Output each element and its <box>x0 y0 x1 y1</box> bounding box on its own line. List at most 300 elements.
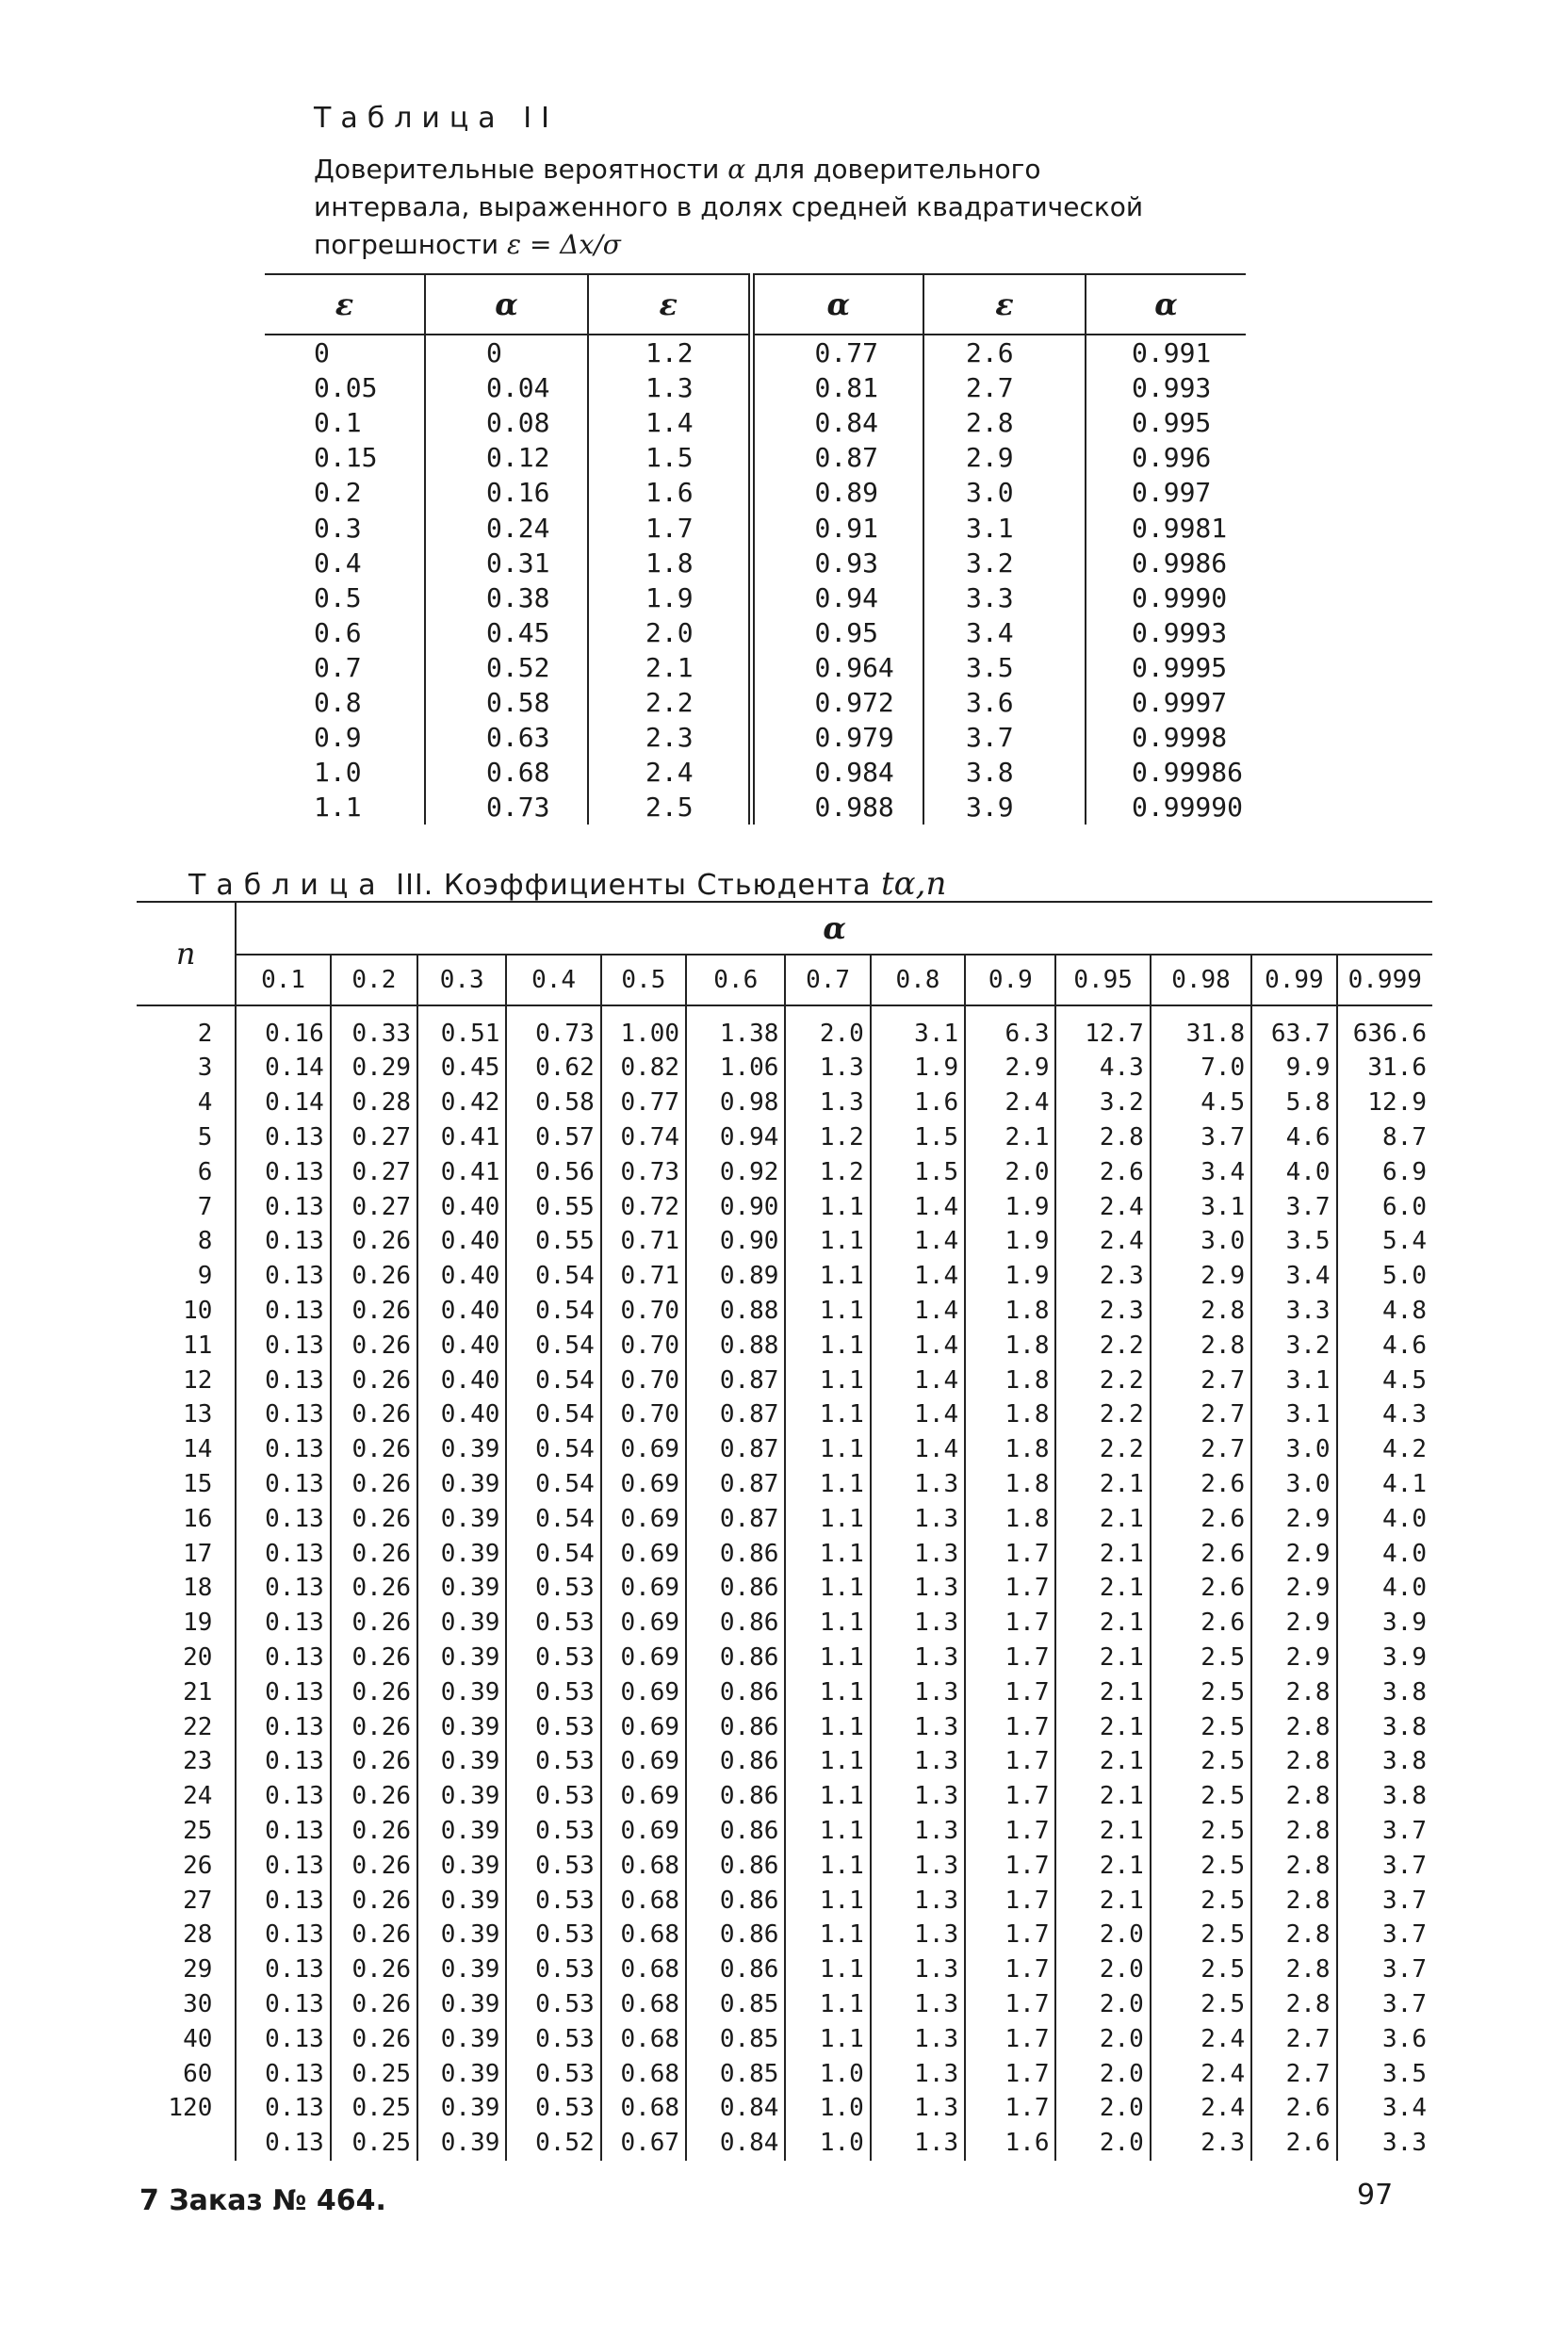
table-cell: 4.5 <box>1151 1086 1251 1120</box>
table-cell: 1.3 <box>588 370 751 405</box>
table-row <box>265 405 1246 440</box>
table-cell: 0.13 <box>236 2021 330 2056</box>
table-header-row <box>265 274 1246 335</box>
n-value-cell: 7 <box>197 1192 213 1221</box>
table-cell: 4.3 <box>1337 1397 1432 1432</box>
table-cell: 0.85 <box>686 2021 785 2056</box>
n-value-cell: 60 <box>183 2059 213 2088</box>
table-cell: 0.26 <box>331 1883 417 1918</box>
table-cell: 1.1 <box>785 2021 870 2056</box>
n-value-cell: 28 <box>183 1920 213 1950</box>
table-cell: 0.40 <box>417 1224 506 1259</box>
table-cell: 3.1 <box>1251 1397 1336 1432</box>
n-value-cell: 2 <box>197 1019 213 1048</box>
table-cell: 1.2 <box>785 1154 870 1189</box>
table-cell: 0.13 <box>236 2126 330 2161</box>
alpha-header: α <box>236 902 1432 955</box>
table-cell: 0.13 <box>236 1328 330 1363</box>
table-cell: 3.6 <box>923 685 1086 720</box>
table-cell: 2.8 <box>1251 1674 1336 1709</box>
table-row <box>137 1154 1432 1189</box>
table-cell: 3.0 <box>923 475 1086 510</box>
table-cell: 1.3 <box>871 1779 965 1814</box>
table-cell: 3.4 <box>1337 2091 1432 2126</box>
table-cell: 3.0 <box>1251 1467 1336 1502</box>
table-cell: 0.53 <box>506 1952 600 1987</box>
table-cell: 0.16 <box>236 1005 330 1051</box>
table-row <box>137 1709 1432 1744</box>
table-cell: 0.9986 <box>1086 546 1246 580</box>
table-cell: 1.7 <box>965 1918 1055 1952</box>
table-cell: 2.7 <box>1151 1397 1251 1432</box>
table-cell: 0 <box>314 337 330 369</box>
table-cell: 0.69 <box>601 1779 686 1814</box>
table-cell: 0.39 <box>417 2126 506 2161</box>
table-cell: 3.2 <box>1055 1086 1150 1120</box>
table-cell: 2.2 <box>1055 1432 1150 1467</box>
table-cell: 0.85 <box>686 2056 785 2091</box>
table-cell: 1.8 <box>965 1294 1055 1329</box>
table-cell: 0.42 <box>417 1086 506 1120</box>
table-cell: 0.94 <box>686 1120 785 1155</box>
table-cell: 0.26 <box>331 1952 417 1987</box>
table-cell: 1.0 <box>785 2056 870 2091</box>
table-cell: 0.984 <box>751 755 923 790</box>
table-cell: 0.13 <box>236 1154 330 1189</box>
table-cell: 2.0 <box>785 1005 870 1051</box>
table-cell: 0.70 <box>601 1397 686 1432</box>
desc-text-3: погрешности <box>314 229 508 260</box>
table-cell: 5.0 <box>1337 1259 1432 1294</box>
table-cell: 0.14 <box>236 1086 330 1120</box>
table-cell: 0.12 <box>425 440 588 475</box>
table-cell: 0.9 <box>314 722 362 754</box>
table-cell: 1.7 <box>965 2091 1055 2126</box>
table-cell: 0.26 <box>331 1848 417 1883</box>
alpha-level-header: 0.7 <box>785 955 870 1005</box>
table-cell: 2.6 <box>1151 1467 1251 1502</box>
table-cell: 0.25 <box>331 2126 417 2161</box>
table-cell: 0.91 <box>751 510 923 545</box>
table-cell: 2.8 <box>923 405 1086 440</box>
table-cell: 1.4 <box>871 1189 965 1224</box>
table-cell: 1.3 <box>871 1744 965 1779</box>
table-cell: 1.7 <box>965 1606 1055 1641</box>
table-cell: 0.33 <box>331 1005 417 1051</box>
table-cell: 0.53 <box>506 1883 600 1918</box>
table-cell: 0.69 <box>601 1467 686 1502</box>
table-cell: 1.3 <box>871 2021 965 2056</box>
table-cell: 6.3 <box>965 1005 1055 1051</box>
n-value-cell: 29 <box>183 1955 213 1984</box>
alpha-level-header: 0.1 <box>236 955 330 1005</box>
table-row <box>265 615 1246 650</box>
table-cell: 2.9 <box>1251 1501 1336 1536</box>
table-cell: 1.4 <box>871 1363 965 1397</box>
table-cell: 2.1 <box>1055 1814 1150 1849</box>
table-cell: 2.5 <box>1151 1987 1251 2022</box>
n-value-cell: 26 <box>183 1851 213 1880</box>
table-row <box>137 1952 1432 1987</box>
table-cell: 0.13 <box>236 1571 330 1606</box>
table-cell: 2.5 <box>1151 1641 1251 1675</box>
table-cell: 0.29 <box>331 1051 417 1086</box>
table-cell: 0.39 <box>417 2056 506 2091</box>
table-cell: 2.1 <box>1055 1744 1150 1779</box>
table-cell: 1.4 <box>588 405 751 440</box>
table-cell: 3.1 <box>871 1005 965 1051</box>
table-cell: 1.9 <box>965 1189 1055 1224</box>
table-cell: 3.7 <box>1151 1120 1251 1155</box>
table-3-caption-word: Таблица <box>188 869 386 902</box>
table-cell: 0.98 <box>686 1086 785 1120</box>
table-cell: 3.2 <box>1251 1328 1336 1363</box>
table-cell: 0.26 <box>331 1606 417 1641</box>
n-value-cell: 11 <box>183 1331 213 1360</box>
table-cell: 2.2 <box>1055 1328 1150 1363</box>
table-cell: 2.6 <box>1151 1606 1251 1641</box>
alpha-level-header: 0.6 <box>686 955 785 1005</box>
table-cell: 0.69 <box>601 1606 686 1641</box>
alpha-level-header: 0.95 <box>1055 955 1150 1005</box>
table-cell: 1.3 <box>785 1051 870 1086</box>
table-cell: 2.1 <box>1055 1674 1150 1709</box>
table-cell: 3.4 <box>923 615 1086 650</box>
table-cell: 1.8 <box>965 1363 1055 1397</box>
table-cell: 0.04 <box>425 370 588 405</box>
table-cell: 1.3 <box>871 1641 965 1675</box>
table-cell: 0.964 <box>751 650 923 685</box>
table-cell: 5.8 <box>1251 1086 1336 1120</box>
table-cell: 1.1 <box>785 1709 870 1744</box>
table-cell: 2.5 <box>1151 1883 1251 1918</box>
table-cell: 0.27 <box>331 1189 417 1224</box>
table-cell: 1.1 <box>785 1848 870 1883</box>
table-cell: 0.88 <box>686 1328 785 1363</box>
alpha-level-header: 0.5 <box>601 955 686 1005</box>
table-cell: 0.39 <box>417 1641 506 1675</box>
table-row <box>137 1536 1432 1571</box>
n-value-cell: 21 <box>183 1677 213 1707</box>
table-cell: 1.5 <box>588 440 751 475</box>
table-cell: 2.4 <box>588 755 751 790</box>
table-cell: 0.27 <box>331 1154 417 1189</box>
table-cell: 1.0 <box>314 757 362 789</box>
n-value-cell: 5 <box>197 1122 213 1152</box>
table-cell: 0.13 <box>236 1536 330 1571</box>
table-cell: 2.1 <box>965 1120 1055 1155</box>
table-row <box>265 790 1246 825</box>
table-cell: 1.3 <box>871 1501 965 1536</box>
table-cell: 3.2 <box>923 546 1086 580</box>
table-cell: 0.13 <box>236 1363 330 1397</box>
table-3-caption-text: III. Коэффициенты Стьюдента <box>385 869 882 902</box>
table-2-caption: Таблица II <box>314 102 559 135</box>
table-cell: 1.0 <box>785 2126 870 2161</box>
table-cell: 3.8 <box>1337 1709 1432 1744</box>
table-cell: 2.0 <box>1055 1987 1150 2022</box>
n-value-cell: 24 <box>183 1782 213 1811</box>
table-cell: 3.1 <box>1251 1363 1336 1397</box>
table-cell: 0.53 <box>506 1848 600 1883</box>
table-cell: 0.53 <box>506 1674 600 1709</box>
table-cell: 1.7 <box>965 1779 1055 1814</box>
table-cell: 0.54 <box>506 1397 600 1432</box>
table-cell: 2.9 <box>1251 1536 1336 1571</box>
table-cell: 1.2 <box>588 335 751 370</box>
table-cell: 1.1 <box>785 1432 870 1467</box>
table-cell: 2.6 <box>1251 2091 1336 2126</box>
table-cell: 2.5 <box>1151 1848 1251 1883</box>
table-cell: 2.0 <box>1055 2126 1150 2161</box>
table-cell: 1.1 <box>785 1397 870 1432</box>
table-cell: 1.3 <box>871 1674 965 1709</box>
table-cell: 0.54 <box>506 1259 600 1294</box>
table-cell: 2.9 <box>1151 1259 1251 1294</box>
n-value-cell: 20 <box>183 1642 213 1672</box>
table-cell: 0.13 <box>236 1709 330 1744</box>
table-cell: 1.1 <box>785 1952 870 1987</box>
table-cell: 0.26 <box>331 1779 417 1814</box>
table-cell: 1.1 <box>785 1779 870 1814</box>
table-cell: 2.8 <box>1251 1987 1336 2022</box>
table-cell: 0.13 <box>236 1294 330 1329</box>
table-cell: 0.86 <box>686 1952 785 1987</box>
table-cell: 1.3 <box>871 1606 965 1641</box>
n-value-cell: 30 <box>183 1989 213 2018</box>
table-cell: 0.69 <box>601 1571 686 1606</box>
table-cell: 0.84 <box>686 2091 785 2126</box>
table-cell: 0.87 <box>686 1432 785 1467</box>
table-cell: 2.3 <box>1055 1294 1150 1329</box>
table-cell: 0.86 <box>686 1848 785 1883</box>
table-cell: 1.3 <box>871 1536 965 1571</box>
table-cell: 0.4 <box>314 547 362 579</box>
table-cell: 0.68 <box>601 1883 686 1918</box>
table-cell: 0.13 <box>236 2056 330 2091</box>
table-cell: 2.5 <box>1151 1779 1251 1814</box>
table-cell: 3.4 <box>1151 1154 1251 1189</box>
table-cell: 0.53 <box>506 2056 600 2091</box>
header-epsilon-1: ε <box>265 274 425 335</box>
table-cell: 0.13 <box>236 1641 330 1675</box>
table-cell: 0.54 <box>506 1501 600 1536</box>
table-cell: 2.7 <box>1251 2021 1336 2056</box>
n-value-cell: 15 <box>183 1469 213 1498</box>
table-cell: 0.39 <box>417 1432 506 1467</box>
table-cell: 0.9997 <box>1086 685 1246 720</box>
table-cell: 4.5 <box>1337 1363 1432 1397</box>
table-cell: 0.69 <box>601 1641 686 1675</box>
table-cell: 0.69 <box>601 1674 686 1709</box>
table-cell: 0.86 <box>686 1606 785 1641</box>
table-cell: 0.26 <box>331 1259 417 1294</box>
table-cell: 0.40 <box>417 1397 506 1432</box>
table-cell: 3.7 <box>1337 1952 1432 1987</box>
table-cell: 0.68 <box>601 2021 686 2056</box>
table-cell: 0.45 <box>417 1051 506 1086</box>
n-value-cell: 8 <box>197 1227 213 1256</box>
table-cell: 0.5 <box>314 581 362 613</box>
table-cell: 6.0 <box>1337 1189 1432 1224</box>
table-cell: 2.5 <box>1151 1952 1251 1987</box>
table-row <box>137 1641 1432 1675</box>
table-cell: 4.6 <box>1251 1120 1336 1155</box>
table-cell: 0.9998 <box>1086 720 1246 755</box>
table-cell: 2.0 <box>1055 2056 1150 2091</box>
table-cell: 0.13 <box>236 1189 330 1224</box>
table-cell: 0.39 <box>417 1987 506 2022</box>
n-value-cell: 16 <box>183 1504 213 1533</box>
table-cell: 3.8 <box>923 755 1086 790</box>
table-cell: 1.1 <box>785 1918 870 1952</box>
table-cell: 2.1 <box>1055 1641 1150 1675</box>
desc-text-2: интервала, выраженного в долях средней квадратической <box>314 191 1144 222</box>
table-cell: 0.86 <box>686 1536 785 1571</box>
table-cell: 0.68 <box>601 1848 686 1883</box>
table-cell: 0.40 <box>417 1294 506 1329</box>
table-cell: 0.26 <box>331 1987 417 2022</box>
table-cell: 1.6 <box>588 475 751 510</box>
table-cell: 0.39 <box>417 1952 506 1987</box>
table-cell: 2.1 <box>1055 1571 1150 1606</box>
n-value-cell: 6 <box>197 1157 213 1186</box>
table-row <box>137 1363 1432 1397</box>
table-cell: 0.2 <box>314 477 362 509</box>
table-cell: 0.3 <box>314 512 362 544</box>
n-value-cell <box>137 2126 236 2161</box>
table-cell: 0.31 <box>425 546 588 580</box>
table-cell: 1.7 <box>965 1848 1055 1883</box>
table-cell: 0.95 <box>751 615 923 650</box>
table-cell: 0.54 <box>506 1536 600 1571</box>
alpha-levels-row <box>137 955 1432 1005</box>
table-cell: 1.3 <box>871 2126 965 2161</box>
table-row <box>265 580 1246 615</box>
table-cell: 0.995 <box>1086 405 1246 440</box>
table-cell: 1.1 <box>785 1224 870 1259</box>
table-cell: 31.8 <box>1151 1005 1251 1051</box>
table-cell: 1.4 <box>871 1259 965 1294</box>
table-cell: 0.58 <box>506 1086 600 1120</box>
table-cell: 0.41 <box>417 1120 506 1155</box>
table-cell: 1.1 <box>785 1189 870 1224</box>
table-cell: 0.45 <box>425 615 588 650</box>
table-row <box>137 1779 1432 1814</box>
table-cell: 0.86 <box>686 1744 785 1779</box>
table-cell: 2.6 <box>1055 1154 1150 1189</box>
desc-text-1: Доверительные вероятности <box>314 154 728 185</box>
table-cell: 0.39 <box>417 2021 506 2056</box>
table-row <box>137 2056 1432 2091</box>
table-cell: 4.6 <box>1337 1328 1432 1363</box>
table-cell: 2.2 <box>588 685 751 720</box>
table-cell: 0.53 <box>506 1814 600 1849</box>
table-cell: 2.9 <box>1251 1571 1336 1606</box>
table-cell: 0.69 <box>601 1709 686 1744</box>
table-cell: 0.988 <box>751 790 923 825</box>
table-cell: 0.39 <box>417 1883 506 1918</box>
table-cell: 1.4 <box>871 1224 965 1259</box>
table-cell: 3.1 <box>923 510 1086 545</box>
table-cell: 2.2 <box>1055 1397 1150 1432</box>
table-cell: 1.3 <box>871 2056 965 2091</box>
table-cell: 1.1 <box>785 1328 870 1363</box>
alpha-level-header: 0.2 <box>331 955 417 1005</box>
table-cell: 1.7 <box>965 1987 1055 2022</box>
table-cell: 3.9 <box>1337 1641 1432 1675</box>
table-cell: 0.84 <box>751 405 923 440</box>
table-cell: 0.13 <box>236 1779 330 1814</box>
table-cell: 0.13 <box>236 1606 330 1641</box>
table-cell: 1.7 <box>965 1744 1055 1779</box>
table-cell: 2.9 <box>1251 1641 1336 1675</box>
student-coefficients-table <box>137 901 1432 2161</box>
table-cell: 0.90 <box>686 1224 785 1259</box>
table-2-body <box>265 335 1246 825</box>
table-cell: 0.53 <box>506 1987 600 2022</box>
table-row <box>137 1294 1432 1329</box>
table-cell: 0.53 <box>506 1571 600 1606</box>
table-cell: 2.8 <box>1151 1328 1251 1363</box>
table-cell: 0.40 <box>417 1189 506 1224</box>
table-cell: 0.38 <box>425 580 588 615</box>
table-cell: 0.86 <box>686 1709 785 1744</box>
table-cell: 0.40 <box>417 1259 506 1294</box>
table-cell: 0.69 <box>601 1814 686 1849</box>
table-cell: 0.54 <box>506 1294 600 1329</box>
table-row <box>137 2021 1432 2056</box>
table-cell: 0.13 <box>236 1918 330 1952</box>
table-cell: 1.1 <box>785 1744 870 1779</box>
table-cell: 2.8 <box>1251 1744 1336 1779</box>
table-cell: 2.1 <box>1055 1848 1150 1883</box>
table-cell: 2.4 <box>965 1086 1055 1120</box>
table-cell: 0.68 <box>601 1987 686 2022</box>
table-cell: 1.6 <box>965 2126 1055 2161</box>
table-cell: 0.13 <box>236 1848 330 1883</box>
table-cell: 3.7 <box>1251 1189 1336 1224</box>
table-cell: 0.28 <box>331 1086 417 1120</box>
table-cell: 3.0 <box>1251 1432 1336 1467</box>
table-cell: 1.7 <box>965 1536 1055 1571</box>
table-cell: 0.27 <box>331 1120 417 1155</box>
table-cell: 12.7 <box>1055 1005 1150 1051</box>
table-row <box>265 720 1246 755</box>
table-cell: 0 <box>425 335 588 370</box>
table-cell: 4.0 <box>1337 1501 1432 1536</box>
table-cell: 0.13 <box>236 1987 330 2022</box>
table-cell: 0.13 <box>236 1259 330 1294</box>
table-cell: 2.8 <box>1251 1779 1336 1814</box>
table-row <box>137 1189 1432 1224</box>
table-cell: 0.86 <box>686 1918 785 1952</box>
table-cell: 0.05 <box>314 372 378 404</box>
header-epsilon-2: ε <box>588 274 751 335</box>
table-cell: 2.5 <box>1151 1814 1251 1849</box>
table-cell: 0.26 <box>331 1397 417 1432</box>
table-cell: 2.1 <box>588 650 751 685</box>
table-cell: 0.26 <box>331 1744 417 1779</box>
table-cell: 0.55 <box>506 1189 600 1224</box>
table-cell: 1.8 <box>965 1328 1055 1363</box>
table-cell: 2.5 <box>1151 1709 1251 1744</box>
table-cell: 3.5 <box>923 650 1086 685</box>
table-cell: 2.8 <box>1251 1952 1336 1987</box>
table-cell: 2.4 <box>1151 2091 1251 2126</box>
table-row <box>137 1501 1432 1536</box>
header-alpha-3: α <box>1086 274 1246 335</box>
